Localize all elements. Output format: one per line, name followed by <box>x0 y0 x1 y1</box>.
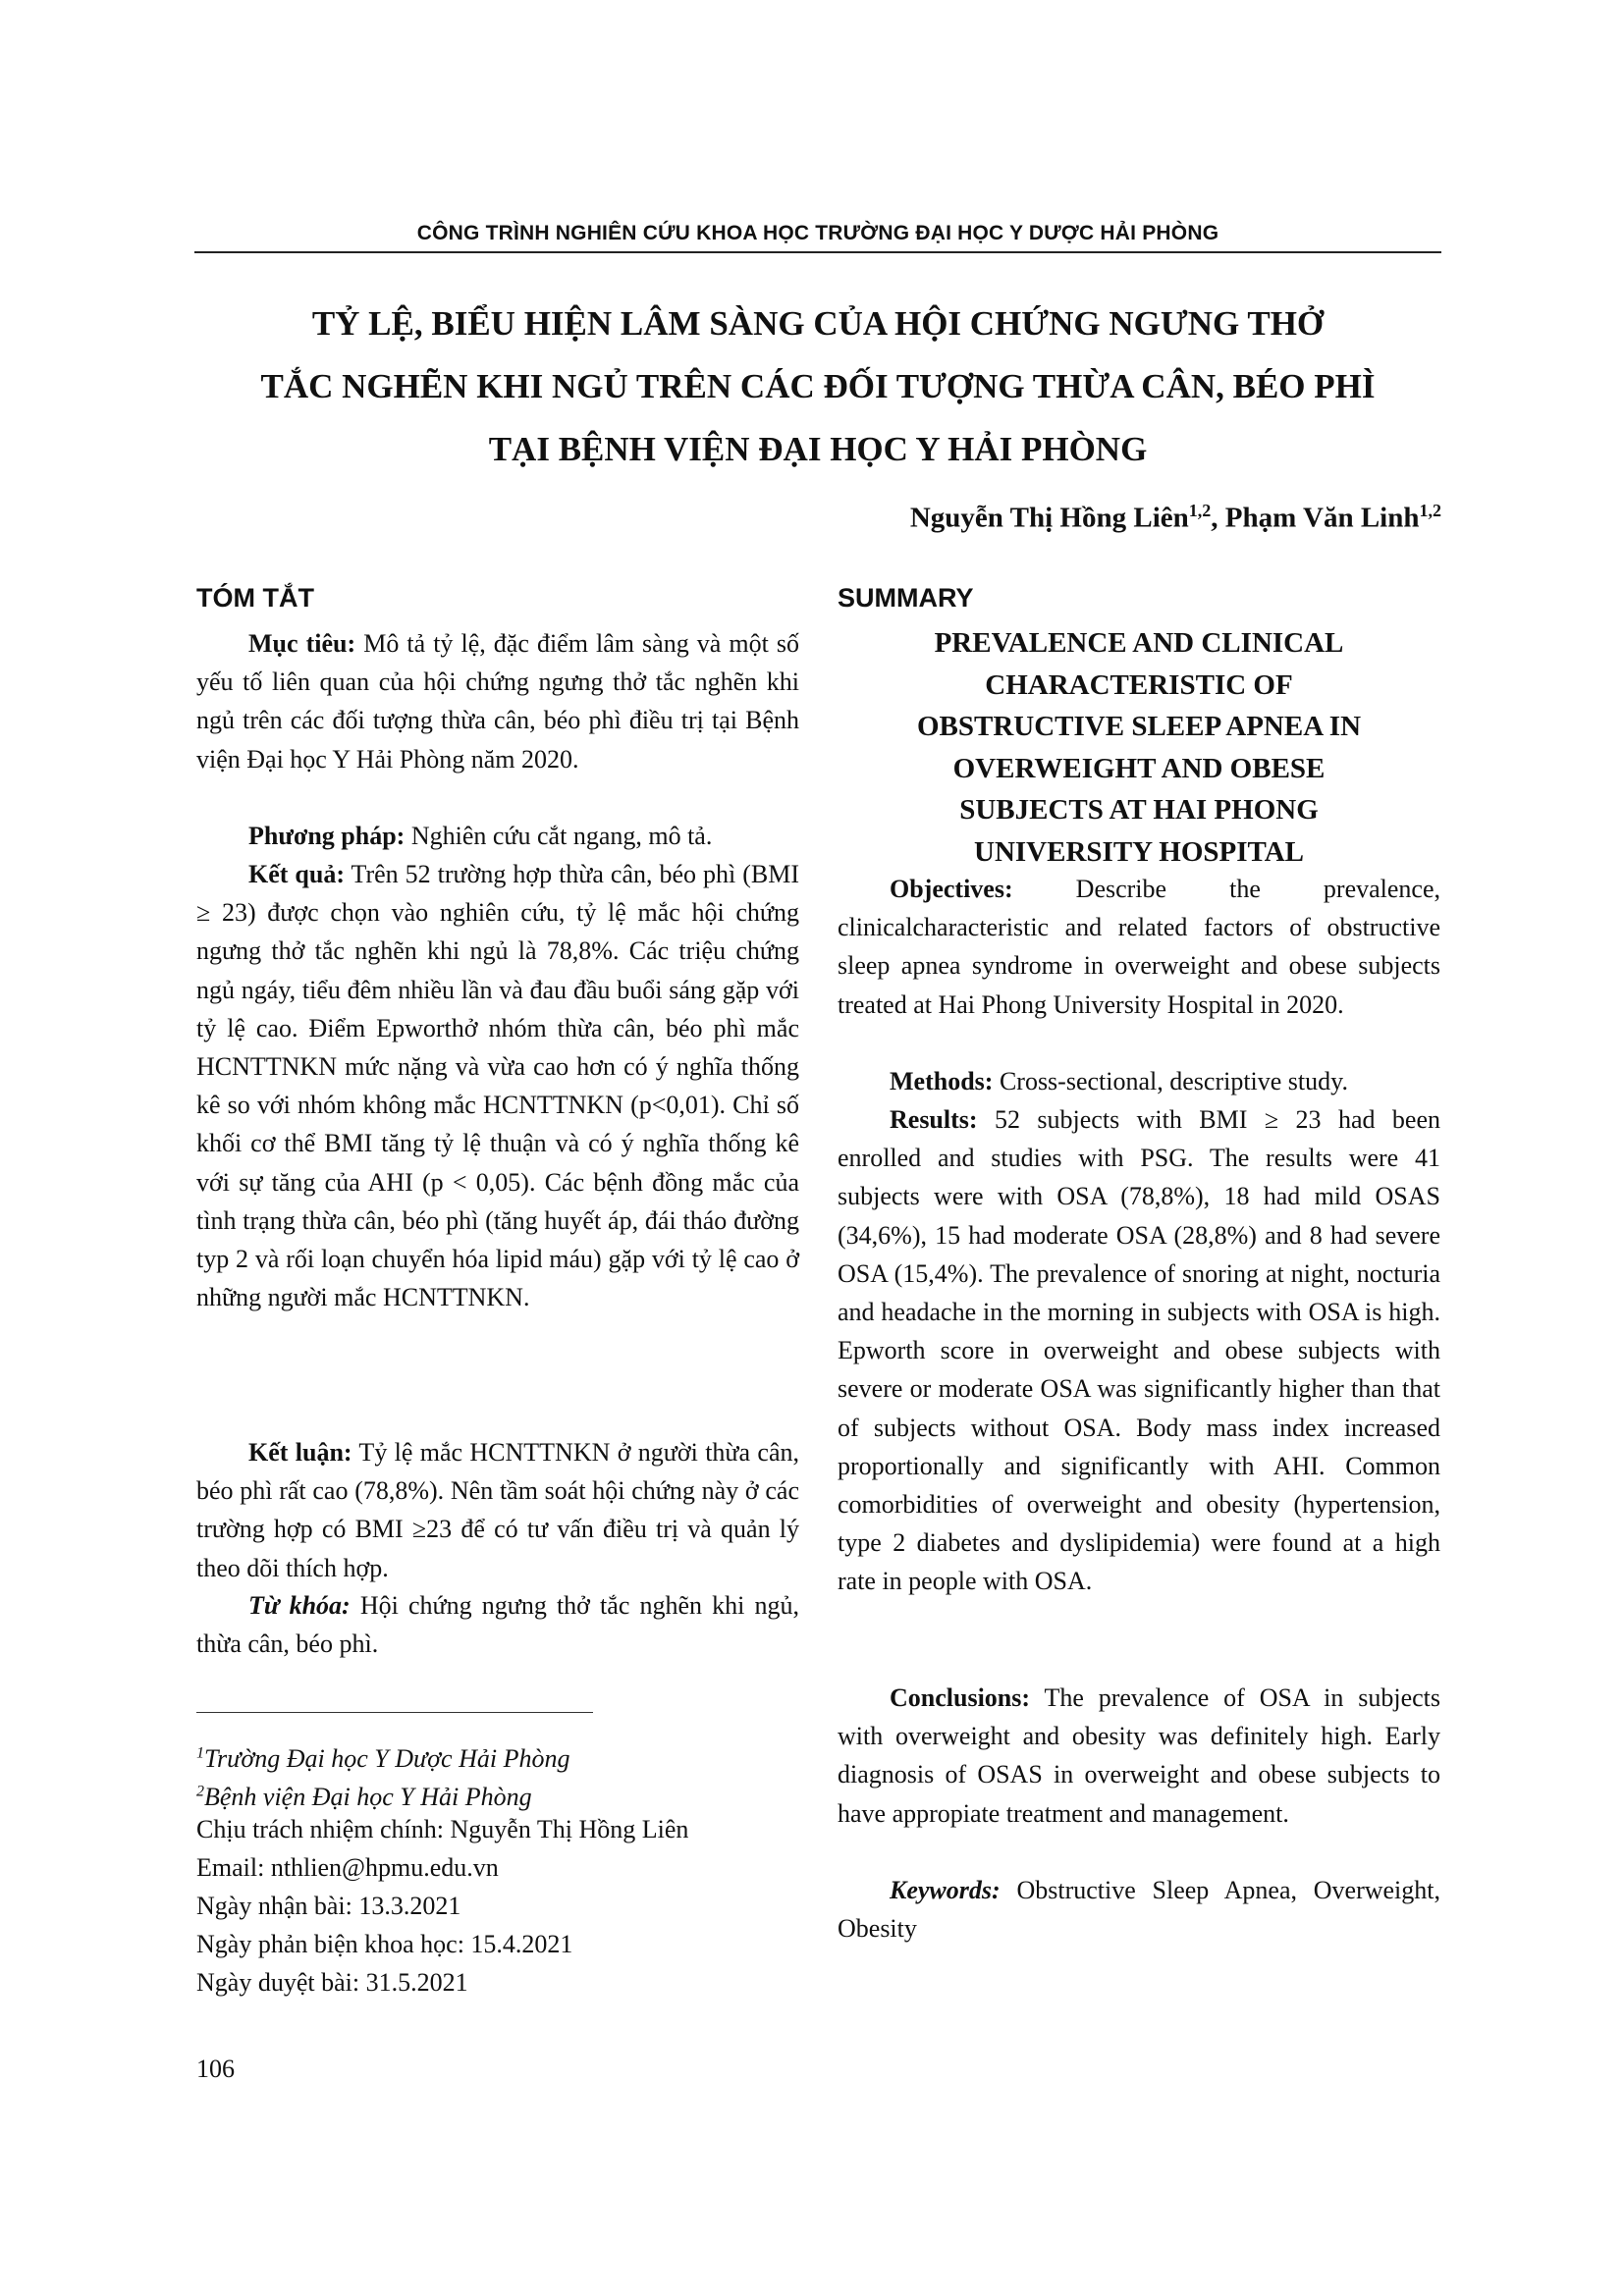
page-number: 106 <box>196 2055 235 2083</box>
en-title-line-5: SUBJECTS AT HAI PHONG <box>959 794 1319 826</box>
vi-conclusion <box>196 1433 799 1587</box>
en-title-line-6: UNIVERSITY HOSPITAL <box>974 835 1304 868</box>
footnote-rule <box>196 1712 593 1713</box>
vi-method-text: Nghiên cứu cắt ngang, mô tả. <box>405 822 713 850</box>
en-results <box>838 1100 1440 1601</box>
en-conclusions-label: Conclusions: <box>890 1683 1031 1712</box>
en-objectives-text: Describe the prevalence, clinicalcharacteristic and related factors of obstructive sleep apnea syndrome in overweight and obese subjects treated at Hai Phong University Hospital in 2020. <box>838 875 1440 1019</box>
vi-objective-label: Mục tiêu: <box>248 629 356 658</box>
author-2-affiliation: 1,2 <box>1419 501 1441 520</box>
vi-result-label: Kết quả: <box>248 860 345 888</box>
footnote-corresponding-author: Chịu trách nhiệm chính: Nguyễn Thị Hồng Liên <box>196 1815 689 1843</box>
vi-result <box>196 855 799 1316</box>
vi-keywords-label: Từ khóa: <box>248 1591 351 1620</box>
en-objectives <box>838 870 1440 1024</box>
en-methods-label: Methods: <box>890 1067 994 1095</box>
en-article-title <box>838 622 1440 873</box>
en-title-line-4: OVERWEIGHT AND OBESE <box>952 752 1326 784</box>
vi-conclusion-text: Tỷ lệ mắc HCNTTNKN ở người thừa cân, béo phì rất cao (78,8%). Nên tầm soát hội chứng này ở các trường hợp có BMI ≥23 để có tư vấn điều trị và quản lý theo dõi thích hợp. <box>196 1438 799 1582</box>
footnote-affiliation-1-mark: 1 <box>196 1744 204 1761</box>
en-conclusions <box>838 1679 1440 1833</box>
author-line <box>910 501 1441 535</box>
en-objectives-label: Objectives: <box>890 875 1013 903</box>
article-title-line-2: TẮC NGHẼN KHI NGỦ TRÊN CÁC ĐỐI TƯỢNG THỪA CÂN, BÉO PHÌ <box>260 367 1376 405</box>
en-keywords-label: Keywords: <box>890 1876 1001 1904</box>
en-keywords-text: Obstructive Sleep Apnea, Overweight, Obesity <box>838 1876 1440 1944</box>
article-title-line-3: TẠI BỆNH VIỆN ĐẠI HỌC Y HẢI PHÒNG <box>488 430 1148 468</box>
running-header: CÔNG TRÌNH NGHIÊN CỨU KHOA HỌC TRƯỜNG ĐẠI HỌC Y DƯỢC HẢI PHÒNG <box>416 222 1219 244</box>
vi-result-text: Trên 52 trường hợp thừa cân, béo phì (BMI ≥ 23) được chọn vào nghiên cứu, tỷ lệ mắc hội chứng ngưng thở tắc nghẽn khi ngủ là 78,8%. Các triệu chứng ngủ ngáy, tiểu đêm nhiều lần và đau đầu buổi sáng gặp với tỷ lệ cao. Điểm Epworthở nhóm thừa cân, béo phì mắc HCNTTNKN mức nặng và vừa cao hơn có ý nghĩa thống kê so với nhóm không mắc HCNTTNKN (p<0,01). Chỉ số khối cơ thể BMI tăng tỷ lệ thuận và có ý nghĩa thống kê với sự tăng của AHI (p < 0,05). Các bệnh đồng mắc của tình trạng thừa cân, béo phì (tăng huyết áp, đái tháo đường typ 2 và rối loạn chuyển hóa lipid máu) gặp với tỷ lệ cao ở những người mắc HCNTTNKN. <box>196 860 799 1312</box>
footnote-affiliation-1-text: Trường Đại học Y Dược Hải Phòng <box>204 1743 570 1773</box>
en-title-line-1: PREVALENCE AND CLINICAL <box>934 627 1344 659</box>
en-results-label: Results: <box>890 1105 978 1134</box>
en-title-line-2: CHARACTERISTIC OF <box>985 668 1293 701</box>
vi-keywords <box>196 1586 799 1663</box>
en-keywords <box>838 1871 1440 1948</box>
vi-method-label: Phương pháp: <box>248 822 406 850</box>
vi-objective <box>196 624 799 778</box>
footnote-affiliation-2-text: Bệnh viện Đại học Y Hải Phòng <box>204 1782 532 1811</box>
footnote-affiliation-2-mark: 2 <box>196 1783 204 1799</box>
footnote-accepted-date: Ngày duyệt bài: 31.5.2021 <box>196 1968 468 1997</box>
author-1: Nguyễn Thị Hồng Liên <box>909 502 1189 534</box>
en-summary-heading: SUMMARY <box>838 583 974 613</box>
vi-objective-text: Mô tả tỷ lệ, đặc điểm lâm sàng và một số yếu tố liên quan của hội chứng ngưng thở tắc nghẽn khi ngủ trên các đối tượng thừa cân, béo phì điều trị tại Bệnh viện Đại học Y Hải Phòng năm 2020. <box>196 629 799 774</box>
vi-keywords-text: Hội chứng ngưng thở tắc nghẽn khi ngủ, thừa cân, béo phì. <box>196 1591 800 1659</box>
header-rule <box>194 251 1441 253</box>
en-methods <box>838 1062 1440 1100</box>
vi-abstract-heading: TÓM TẮT <box>196 583 314 613</box>
vi-conclusion-label: Kết luận: <box>248 1438 352 1467</box>
en-title-line-3: OBSTRUCTIVE SLEEP APNEA IN <box>916 711 1362 742</box>
author-2: Phạm Văn Linh <box>1224 502 1420 534</box>
en-conclusions-text: The prevalence of OSA in subjects with overweight and obesity was definitely high. Early diagnosis of OSAS in overweight and obese subjects to have appropiate treatment and management. <box>838 1683 1440 1828</box>
vi-method <box>196 817 799 855</box>
author-separator: , <box>1211 502 1225 534</box>
footnote-received-date: Ngày nhận bài: 13.3.2021 <box>196 1892 461 1920</box>
article-title <box>194 293 1441 481</box>
article-title-line-1: TỶ LỆ, BIỂU HIỆN LÂM SÀNG CỦA HỘI CHỨNG NGƯNG THỞ <box>311 304 1325 343</box>
en-results-text: 52 subjects with BMI ≥ 23 had been enrolled and studies with PSG. The results were 41 subjects were with OSA (78,8%), 18 had mild OSAS (34,6%), 15 had moderate OSA (28,8%) and 8 had severe OSA (15,4%). The prevalence of snoring at night, nocturia and headache in the morning in subjects with OSA is high. Epworth score in overweight and obese subjects with severe or moderate OSA was significantly higher than that of subjects without OSA. Body mass index increased proportionally and significantly with AHI. Common comorbidities of overweight and obesity (hypertension, type 2 diabetes and dyslipidemia) were found at a high rate in people with OSA. <box>838 1105 1440 1596</box>
author-1-affiliation: 1,2 <box>1188 501 1212 520</box>
footnote-email: Email: nthlien@hpmu.edu.vn <box>196 1853 499 1882</box>
en-methods-text: Cross-sectional, descriptive study. <box>993 1067 1348 1095</box>
footnote-reviewed-date: Ngày phản biện khoa học: 15.4.2021 <box>196 1930 573 1958</box>
